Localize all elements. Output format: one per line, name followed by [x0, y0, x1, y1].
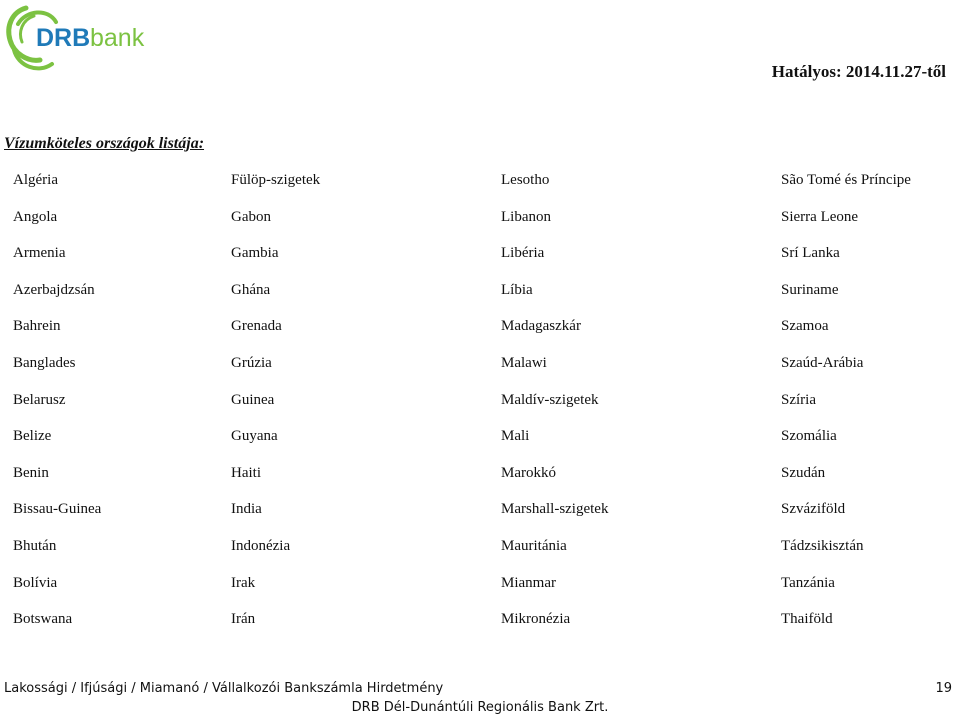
country-item: Benin	[13, 464, 49, 481]
country-item: Bahrein	[13, 318, 61, 335]
country-item: Thaiföld	[781, 611, 833, 628]
country-item: Ghána	[231, 281, 271, 298]
country-item: Guyana	[231, 428, 278, 445]
country-item: Grúzia	[231, 354, 272, 371]
logo-bank-text: bank	[90, 24, 145, 52]
country-item: Líbia	[501, 281, 533, 298]
drb-bank-logo	[4, 2, 154, 76]
country-item: Tádzsikisztán	[781, 537, 864, 554]
country-item: Grenada	[231, 318, 282, 335]
country-item: Libanon	[501, 208, 551, 225]
effective-date: Hatályos: 2014.11.27-től	[771, 62, 946, 81]
country-item: Angola	[13, 208, 58, 225]
country-item: Marokkó	[501, 464, 556, 481]
country-item: Haiti	[231, 464, 261, 481]
country-item: Gambia	[231, 245, 279, 262]
country-item: Srí Lanka	[781, 245, 840, 262]
footer-bank-name: DRB Dél-Dunántúli Regionális Bank Zrt.	[351, 700, 609, 715]
country-item: Banglades	[13, 354, 76, 371]
country-item: Irán	[231, 611, 256, 628]
country-item: Szomália	[781, 428, 837, 445]
country-item: Belize	[13, 428, 52, 445]
country-item: São Tomé és Príncipe	[781, 172, 911, 188]
country-item: Szudán	[781, 464, 826, 481]
country-item: Suriname	[781, 281, 839, 298]
country-item: Marshall-szigetek	[501, 501, 609, 518]
country-item: Libéria	[501, 245, 545, 262]
country-item: Armenia	[13, 245, 66, 262]
logo-drb-text: DRB	[36, 24, 91, 52]
country-item: Malawi	[501, 354, 547, 371]
country-item: Bolívia	[13, 574, 58, 591]
country-item: Szváziföld	[781, 501, 846, 518]
country-item: Fülöp-szigetek	[231, 172, 321, 188]
country-item: Bhután	[13, 537, 57, 554]
country-item: Madagaszkár	[501, 318, 581, 335]
country-item: Belarusz	[13, 391, 66, 408]
country-item: Lesotho	[501, 172, 550, 188]
country-column-1	[13, 171, 101, 647]
country-item: India	[231, 501, 262, 518]
page-number: 19	[935, 681, 952, 696]
country-item: Mianmar	[501, 574, 556, 591]
country-item: Irak	[231, 574, 256, 591]
country-list	[13, 171, 953, 628]
country-column-2	[231, 171, 320, 647]
country-column-3	[501, 171, 608, 647]
country-item: Sierra Leone	[781, 208, 859, 225]
logo-icon	[4, 2, 154, 76]
country-item: Szíria	[781, 391, 816, 408]
country-item: Mauritánia	[501, 537, 567, 554]
country-item: Algéria	[13, 172, 58, 188]
country-item: Indonézia	[231, 537, 291, 554]
country-item: Mikronézia	[501, 611, 571, 628]
country-item: Szaúd-Arábia	[781, 354, 864, 371]
country-item: Mali	[501, 428, 530, 445]
footer-document-name: Lakossági / Ifjúsági / Miamanó / Vállalkozói Bankszámla Hirdetmény	[4, 681, 444, 696]
list-title: Vízumköteles országok listája:	[4, 135, 205, 152]
country-item: Azerbajdzsán	[13, 281, 95, 298]
country-item: Tanzánia	[781, 574, 835, 591]
country-item: Szamoa	[781, 318, 829, 335]
country-column-4	[781, 171, 911, 647]
country-item: Bissau-Guinea	[13, 501, 102, 518]
country-item: Guinea	[231, 391, 275, 408]
country-item: Botswana	[13, 611, 73, 628]
country-item: Maldív-szigetek	[501, 391, 599, 408]
country-item: Gabon	[231, 208, 271, 225]
